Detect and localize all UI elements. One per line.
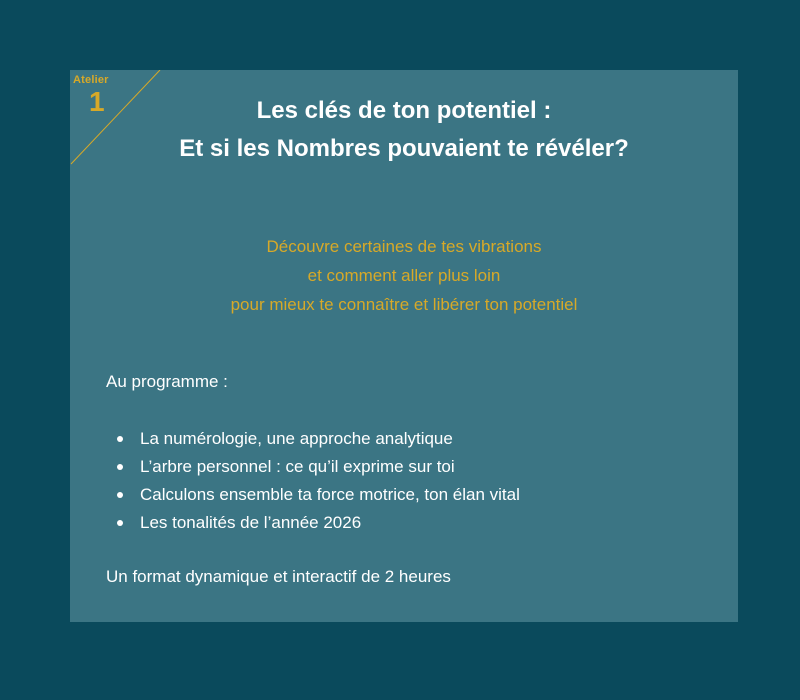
badge-number: 1 [89,86,105,117]
bullet-icon [117,464,123,470]
program-list [106,425,520,537]
subtitle-line-1: Découvre certaines de tes vibrations [266,237,542,256]
list-item [106,425,520,453]
title-line-1: Les clés de ton potentiel : [256,97,552,124]
format-note: Un format dynamique et interactif de 2 heures [106,567,451,586]
workshop-card [70,70,738,622]
subtitle [70,232,738,319]
subtitle-line-2: et comment aller plus loin [307,266,501,285]
list-item-text: La numérologie, une approche analytique [140,429,453,448]
page-title [70,92,738,168]
badge-label: Atelier [73,74,109,86]
bullet-icon [117,520,123,526]
program-heading: Au programme : [106,372,228,391]
bullet-icon [117,436,123,442]
list-item [106,481,520,509]
list-item-text: Les tonalités de l’année 2026 [140,513,362,532]
list-item-text: Calculons ensemble ta force motrice, ton élan vital [140,485,520,504]
title-line-2: Et si les Nombres pouvaient te révéler? [179,135,629,162]
bullet-icon [117,492,123,498]
subtitle-line-3: pour mieux te connaître et libérer ton potentiel [230,295,578,314]
list-item [106,453,520,481]
list-item [106,509,520,537]
list-item-text: L’arbre personnel : ce qu’il exprime sur toi [140,457,455,476]
